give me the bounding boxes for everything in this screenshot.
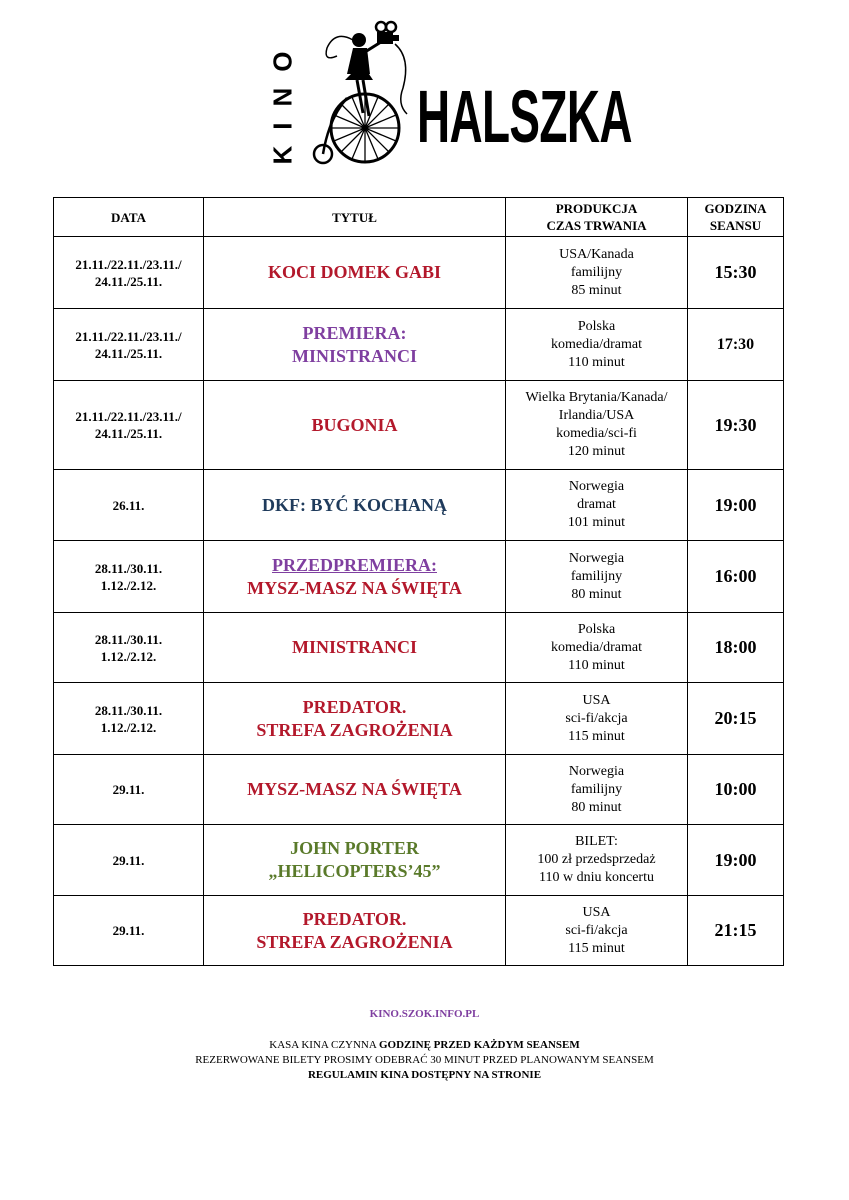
table-row (54, 309, 784, 381)
table-row (54, 825, 784, 896)
logo-kino-label: KINO (267, 35, 298, 165)
film-title (204, 541, 506, 613)
screening-time: 19:00 (688, 825, 784, 896)
film-title: MINISTRANCI (204, 613, 506, 683)
box-office-info (0, 1038, 849, 1083)
screening-date: 28.11./30.11. 1.12./2.12. (54, 683, 204, 755)
film-title: PREDATOR. STREFA ZAGROŻENIA (204, 896, 506, 966)
screening-time: 17:30 (688, 309, 784, 381)
cinema-logo (255, 18, 632, 168)
header-production: PRODUKCJA CZAS TRWANIA (506, 198, 688, 237)
table-header-row (54, 198, 784, 237)
screening-time: 15:30 (688, 237, 784, 309)
screening-date: 29.11. (54, 896, 204, 966)
film-production: Norwegia familijny 80 minut (506, 541, 688, 613)
film-production: Wielka Brytania/Kanada/ Irlandia/USA komedia/sci-fi 120 minut (506, 381, 688, 470)
screening-date: 26.11. (54, 470, 204, 541)
logo-kino-text (263, 30, 303, 170)
table-row (54, 613, 784, 683)
screening-time: 10:00 (688, 755, 784, 825)
screening-time: 21:15 (688, 896, 784, 966)
header-time: GODZINA SEANSU (688, 198, 784, 237)
table-row (54, 755, 784, 825)
penny-farthing-girl-icon (307, 18, 417, 168)
screening-time: 19:30 (688, 381, 784, 470)
header-title: TYTUŁ (204, 198, 506, 237)
film-production: USA/Kanada familijny 85 minut (506, 237, 688, 309)
film-production: Norwegia dramat 101 minut (506, 470, 688, 541)
film-title-name: MYSZ-MASZ NA ŚWIĘTA (247, 577, 462, 598)
screening-time: 18:00 (688, 613, 784, 683)
film-title: MYSZ-MASZ NA ŚWIĘTA (204, 755, 506, 825)
film-title: DKF: BYĆ KOCHANĄ (204, 470, 506, 541)
reservation-notice: REZERWOWANE BILETY PROSIMY ODEBRAĆ 30 MINUT PRZED PLANOWANYM SEANSEM (195, 1054, 654, 1066)
screening-date: 29.11. (54, 825, 204, 896)
screening-date: 28.11./30.11. 1.12./2.12. (54, 541, 204, 613)
film-title: BUGONIA (204, 381, 506, 470)
screening-time: 20:15 (688, 683, 784, 755)
table-row (54, 381, 784, 470)
table-row (54, 470, 784, 541)
website-link[interactable]: KINO.SZOK.INFO.PL (369, 1008, 480, 1020)
film-title: JOHN PORTER „HELICOPTERS’45” (204, 825, 506, 896)
box-office-hours-bold: GODZINĘ PRZED KAŻDYM SEANSEM (378, 1039, 580, 1051)
screening-time: 19:00 (688, 470, 784, 541)
screening-date: 21.11./22.11./23.11./ 24.11./25.11. (54, 381, 204, 470)
film-title-prefix: PRZEDPREMIERA: (272, 554, 437, 575)
table-row (54, 896, 784, 966)
film-production: USA sci-fi/akcja 115 minut (506, 683, 688, 755)
film-title: KOCI DOMEK GABI (204, 237, 506, 309)
film-production: Polska komedia/dramat 110 minut (506, 613, 688, 683)
film-production: Norwegia familijny 80 minut (506, 755, 688, 825)
table-row (54, 683, 784, 755)
screening-date: 29.11. (54, 755, 204, 825)
header-date: DATA (54, 198, 204, 237)
screening-time: 16:00 (688, 541, 784, 613)
film-title: PREDATOR. STREFA ZAGROŻENIA (204, 683, 506, 755)
logo-halszka-text: HALSZKA (417, 75, 632, 158)
film-production: Polska komedia/dramat 110 minut (506, 309, 688, 381)
box-office-hours-prefix: KASA KINA CZYNNA (269, 1039, 379, 1051)
screening-date: 28.11./30.11. 1.12./2.12. (54, 613, 204, 683)
table-row (54, 541, 784, 613)
screening-date: 21.11./22.11./23.11./ 24.11./25.11. (54, 309, 204, 381)
cinema-rules-notice: REGULAMIN KINA DOSTĘPNY NA STRONIE (307, 1069, 542, 1081)
table-row (54, 237, 784, 309)
film-production: BILET: 100 zł przedsprzedaż 110 w dniu koncertu (506, 825, 688, 896)
film-production: USA sci-fi/akcja 115 minut (506, 896, 688, 966)
screening-date: 21.11./22.11./23.11./ 24.11./25.11. (54, 237, 204, 309)
screening-schedule-table (53, 197, 784, 966)
box-office-hours (0, 1038, 849, 1053)
film-title: PREMIERA: MINISTRANCI (204, 309, 506, 381)
